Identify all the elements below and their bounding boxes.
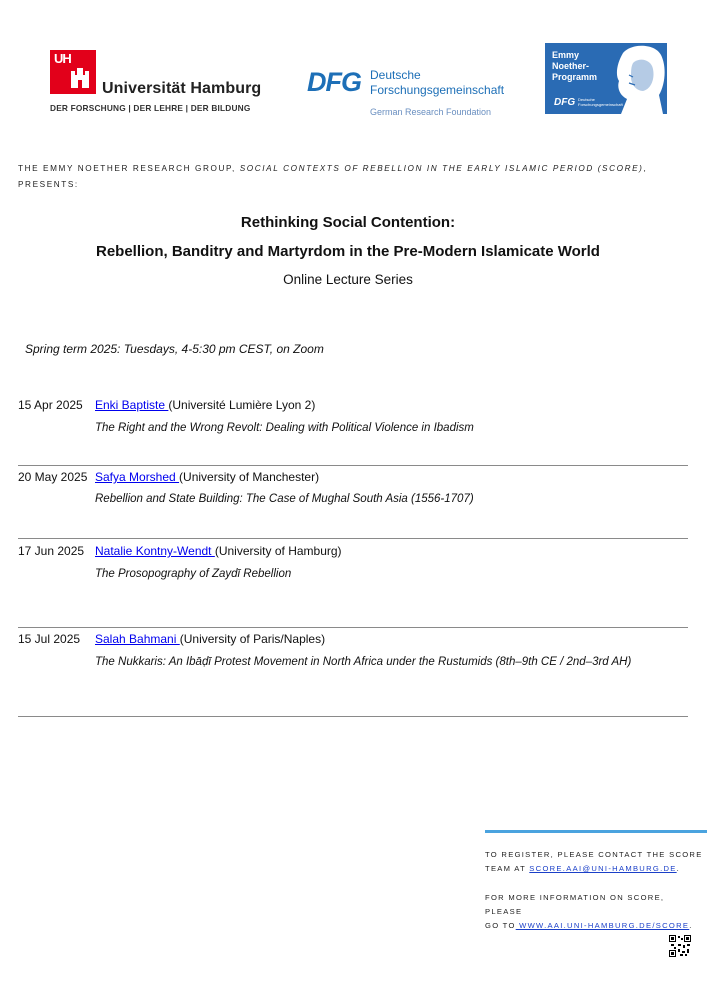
group-name: SOCIAL CONTEXTS OF REBELLION IN THE EARLY ISLAMIC PERIOD (SCORE) [239, 164, 644, 173]
register-line2 [485, 862, 705, 876]
register-line1: TO REGISTER, PLEASE CONTACT THE SCORE [485, 850, 703, 859]
castle-icon [70, 66, 90, 88]
divider [18, 716, 688, 717]
presenter-prefix: THE EMMY NOETHER RESEARCH GROUP, [18, 164, 240, 173]
lecture-title: The Prosopography of Zaydī Rebellion [95, 568, 292, 580]
more-info [485, 891, 705, 933]
lecture-title: Rebellion and State Building: The Case of Mughal South Asia (1556-1707) [95, 493, 474, 505]
dfg-line2: Forschungsgemeinschaft [370, 83, 505, 97]
lecture-date: 15 Apr 2025 [18, 398, 83, 412]
divider [18, 627, 688, 628]
dfg-line1: Deutsche [370, 68, 421, 82]
info-suffix: . [689, 921, 693, 930]
info-prefix: GO TO [485, 921, 516, 930]
lecture-speaker-line [95, 470, 319, 484]
lecture-speaker-line [95, 544, 342, 558]
speaker-affiliation: (University of Hamburg) [214, 544, 342, 558]
info-line1: FOR MORE INFORMATION ON SCORE, PLEASE [485, 893, 665, 916]
register-email-link[interactable]: SCORE.AAI@UNI-HAMBURG.DE [529, 864, 677, 873]
speaker-affiliation: (University of Paris/Naples) [179, 632, 326, 646]
speaker-affiliation: (Université Lumière Lyon 2) [168, 398, 316, 412]
lecture-title: The Nukkaris: An Ibāḍī Protest Movement in North Africa under the Rustumids (8th–9th CE / 2nd–3rd AH) [95, 656, 632, 668]
score-website-link[interactable]: WWW.AAI.UNI-HAMBURG.DE/SCORE [515, 921, 690, 930]
register-info [485, 848, 705, 876]
enp-dfg-mark: DFG [554, 97, 576, 108]
lecture-speaker-line [95, 632, 325, 646]
presenter-suffix: , [643, 164, 648, 173]
lecture-date: 15 Jul 2025 [18, 632, 81, 646]
uhh-mark: UH [54, 51, 71, 66]
speaker-link[interactable]: Safya Morshed [95, 470, 180, 484]
divider [18, 465, 688, 466]
enp-line1: Emmy [552, 50, 580, 60]
series-label: Online Lecture Series [283, 272, 413, 287]
lecture-date: 17 Jun 2025 [18, 544, 85, 558]
page-subtitle-main: Rebellion, Banditry and Martyrdom in the Pre-Modern Islamicate World [96, 243, 600, 260]
enp-dfg-sub [578, 97, 623, 107]
uhh-name: Universität Hamburg [102, 80, 262, 97]
speaker-affiliation: (University of Manchester) [179, 470, 320, 484]
speaker-link[interactable]: Salah Bahmani [95, 632, 180, 646]
lecture-title: The Right and the Wrong Revolt: Dealing with Political Violence in Ibadism [95, 422, 474, 434]
term-info: Spring term 2025: Tuesdays, 4-5:30 pm CEST, on Zoom [25, 342, 324, 356]
footer-accent-bar [485, 830, 707, 833]
enp-line3: Programm [552, 72, 598, 82]
enp-dfg-line2: Forschungsgemeinschaft [578, 102, 623, 107]
presenter-line [18, 161, 678, 193]
uhh-tagline: DER FORSCHUNG | DER LEHRE | DER BILDUNG [50, 103, 251, 113]
speaker-link[interactable]: Enki Baptiste [95, 398, 169, 412]
emmy-noether-logo [545, 43, 667, 114]
register-suffix: . [676, 864, 681, 873]
divider [18, 538, 688, 539]
info-line2 [485, 919, 705, 933]
speaker-link[interactable]: Natalie Kontny-Wendt [95, 544, 215, 558]
dfg-logo [307, 66, 505, 122]
dfg-mark: DFG [307, 67, 361, 97]
enp-text [552, 50, 597, 83]
uhh-logo [48, 48, 262, 118]
lecture-date: 20 May 2025 [18, 470, 88, 484]
dfg-english: German Research Foundation [370, 107, 492, 117]
enp-dfg-line1: Deutsche [578, 97, 595, 102]
uhh-emblem [50, 50, 96, 94]
qr-code-icon[interactable] [669, 935, 691, 957]
enp-line2: Noether- [552, 61, 590, 71]
register-prefix: TEAM AT [485, 864, 530, 873]
page-title: Rethinking Social Contention: [240, 214, 456, 231]
presenter-presents: PRESENTS: [18, 180, 79, 189]
lecture-speaker-line [95, 398, 315, 412]
